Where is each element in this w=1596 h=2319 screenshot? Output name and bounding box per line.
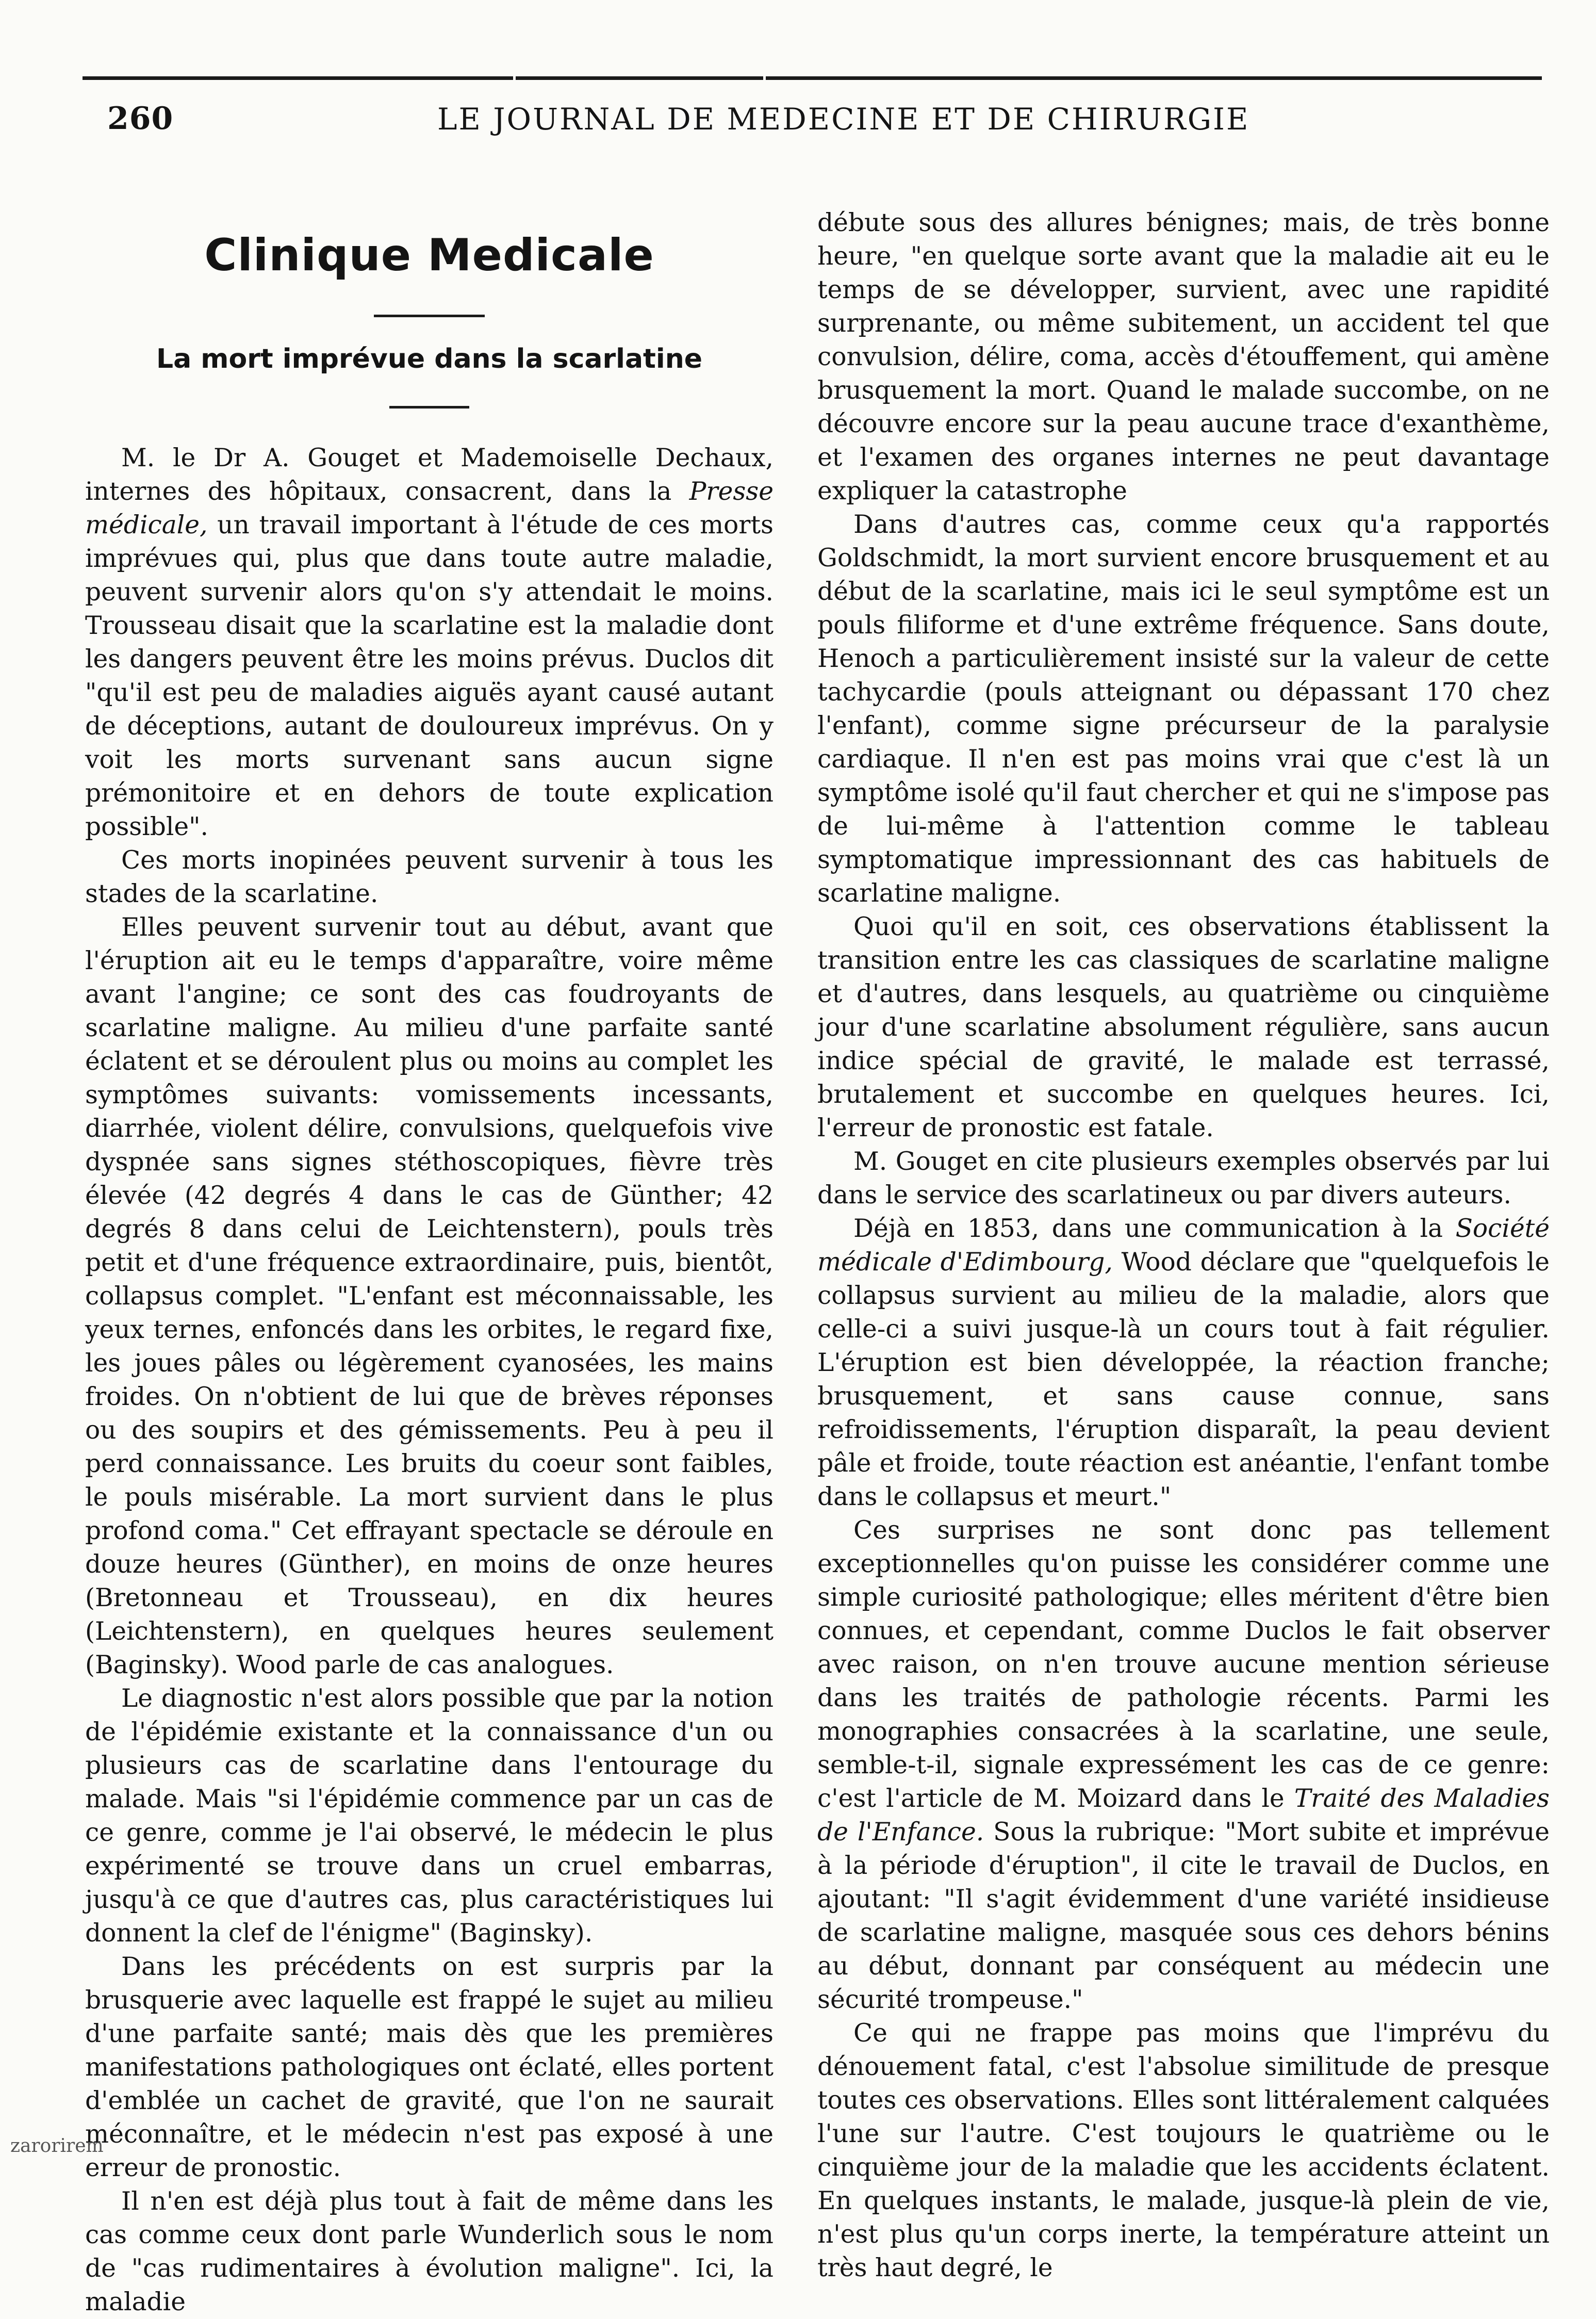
right-column	[817, 206, 1550, 2285]
paragraph: Ce qui ne frappe pas moins que l'imprévu du dénouement fatal, c'est l'absolue similitude de presque toutes ces observations. Elles sont littéralement calquées l'une sur l'autre. C'est toujours le quatrième ou le cinquième jour de la maladie que les accidents éclatent. En quelques instants, le malade, jusque-là plein de vie, n'est plus qu'un corps inerte, la température atteint un très haut degré, le	[817, 2019, 1550, 2282]
left-column	[85, 206, 774, 2319]
header-rule	[516, 76, 763, 80]
journal-reference: Presse médicale,	[85, 477, 774, 540]
paragraph: M. Gouget en cite plusieurs exemples observés par lui dans le service des scarlatineux ou par divers auteurs.	[817, 1147, 1550, 1210]
page-number: 260	[107, 101, 174, 137]
paragraph-text: Ces surprises ne sont donc pas tellement exceptionnelles qu'on puisse les considérer comme une simple curiosité pathologique; elles méritent d'être bien connues, et cependant, comme Duclos le fait observer avec raison, on n'en trouve aucune mention sérieuse dans les traités de pathologie récents. Parmi les monographies consacrées à la scarlatine, une seule, semble-t-il, signale expressément les cas de ce genre: c'est l'article de M. Moizard dans le	[817, 1516, 1550, 1813]
paragraph	[817, 1212, 1550, 1514]
paragraph-text: Sous la rubrique: "Mort subite et imprévue à la période d'éruption", il cite le travail de Duclos, en ajoutant: "Il s'agit évidemment d'une variété insidieuse de scarlatine maligne, masquée sous ces dehors bénins au début, donnant par conséquent au médecin une sécurité trompeuse."	[817, 1818, 1550, 2014]
paragraph: Ces morts inopinées peuvent survenir à tous les stades de la scarlatine.	[85, 846, 774, 908]
paragraph: débute sous des allures bénignes; mais, de très bonne heure, "en quelque sorte avant que la maladie ait eu le temps de se développer, survient, avec une rapidité surprenante, ou même subitement, un accident tel que convulsion, délire, coma, accès d'étouffement, qui amène brusquement la mort. Quand le malade succombe, on ne découvre encore sur la peau aucune trace d'exanthème, et l'examen des organes internes ne peut davantage expliquer la catastrophe	[817, 208, 1550, 505]
paragraph: Le diagnostic n'est alors possible que par la notion de l'épidémie existante et la connaissance d'un ou plusieurs cas de scarlatine dans l'entourage du malade. Mais "si l'épidémie commence par un cas de ce genre, comme je l'ai observé, le médecin le plus expérimenté se trouve dans un cruel embarras, jusqu'à ce que d'autres cas, plus caractéristiques lui donnent la clef de l'énigme" (Baginsky).	[85, 1684, 774, 1948]
scan-artifact-text: zarorirem	[10, 2135, 104, 2157]
header-rule	[83, 76, 513, 80]
page-header	[83, 90, 1542, 147]
paragraph	[817, 1514, 1550, 2017]
header-rule	[766, 76, 1542, 80]
article-divider	[389, 406, 469, 409]
society-reference: Société médicale d'Edimbourg,	[817, 1214, 1550, 1277]
section-title: Clinique Medicale	[204, 230, 654, 281]
paragraph-text: un travail important à l'étude de ces morts imprévues qui, plus que dans toute autre maladie, peuvent survenir alors qu'on s'y attendait le moins. Trousseau disait que la scarlatine est la maladie dont les dangers peuvent être les moins prévus. Duclos dit "qu'il est peu de maladies aiguës ayant causé autant de déceptions, autant de douloureux imprévus. On y voit les morts survenant sans aucun signe prémonitoire et en dehors de toute explication possible".	[85, 511, 774, 841]
paragraph: Il n'en est déjà plus tout à fait de même dans les cas comme ceux dont parle Wunderlich sous le nom de "cas rudimentaires à évolution maligne". Ici, la maladie	[85, 2187, 774, 2316]
paragraph: Elles peuvent survenir tout au début, avant que l'éruption ait eu le temps d'apparaître, voire même avant l'angine; ce sont des cas foudroyants de scarlatine maligne. Au milieu d'une parfaite santé éclatent et se déroulent plus ou moins au complet les symptômes suivants: vomissements incessants, diarrhée, violent délire, convulsions, quelquefois vive dyspnée sans signes stéthoscopiques, fièvre très élevée (42 degrés 4 dans le cas de Günther; 42 degrés 8 dans celui de Leichtenstern), pouls très petit et d'une fréquence extraordinaire, puis, bientôt, collapsus complet. "L'enfant est méconnaissable, les yeux ternes, enfoncés dans les orbites, le regard fixe, les joues pâles ou légèrement cyanosées, les mains froides. On n'obtient de lui que de brèves réponses ou des soupirs et des gémissements. Peu à peu il perd connaissance. Les bruits du coeur sont faibles, le pouls misérable. La mort survient dans le plus profond coma." Cet effrayant spectacle se déroule en douze heures (Günther), en moins de onze heures (Bretonneau et Trousseau), en dix heures (Leichtenstern), en quelques heures seulement (Baginsky). Wood parle de cas analogues.	[85, 913, 774, 1679]
paragraph: Dans les précédents on est surpris par la brusquerie avec laquelle est frappé le sujet au milieu d'une parfaite santé; mais dès que les premières manifestations pathologiques ont éclaté, elles portent d'emblée un cachet de gravité, que l'on ne saurait méconnaître, et le médecin n'est pas exposé à une erreur de pronostic.	[85, 1952, 774, 2182]
treatise-reference: Traité des Maladies de l'Enfance.	[817, 1784, 1550, 1847]
paragraph-text: M. le Dr A. Gouget et Mademoiselle Dechaux, internes des hôpitaux, consacrent, dans la	[85, 444, 774, 506]
paragraph: Quoi qu'il en soit, ces observations établissent la transition entre les cas classiques de scarlatine maligne et d'autres, dans lesquels, au quatrième ou cinquième jour d'une scarlatine absolument régulière, sans aucun indice spécial de gravité, le malade est terrassé, brutalement et succombe en quelques heures. Ici, l'erreur de pronostic est fatale.	[817, 912, 1550, 1142]
journal-title: LE JOURNAL DE MEDECINE ET DE CHIRURGIE	[437, 102, 1250, 137]
paragraph	[85, 442, 774, 844]
article-title: La mort imprévue dans la scarlatine	[156, 344, 703, 374]
paragraph: Dans d'autres cas, comme ceux qu'a rapportés Goldschmidt, la mort survient encore brusquement et au début de la scarlatine, mais ici le seul symptôme est un pouls filiforme et d'une extrême fréquence. Sans doute, Henoch a particulièrement insisté sur la valeur de cette tachycardie (pouls atteignant ou dépassant 170 chez l'enfant), comme signe précurseur de la paralysie cardiaque. Il n'en est pas moins vrai que c'est là un symptôme isolé qu'il faut chercher et qui ne s'impose pas de lui-même à l'attention comme le tableau symptomatique impressionnant des cas habituels de scarlatine maligne.	[817, 510, 1550, 908]
paragraph-text: Wood déclare que "quelquefois le collapsus survient au milieu de la maladie, alors que celle-ci a suivi jusque-là un cours tout à fait régulier. L'éruption est bien développée, la réaction franche; brusquement, et sans cause connue, sans refroidissements, l'éruption disparaît, la peau devient pâle et froide, toute réaction est anéantie, l'enfant tombe dans le collapsus et meurt."	[817, 1248, 1550, 1511]
title-divider	[374, 315, 485, 317]
paragraph-text: Déjà en 1853, dans une communication à la	[853, 1214, 1456, 1243]
